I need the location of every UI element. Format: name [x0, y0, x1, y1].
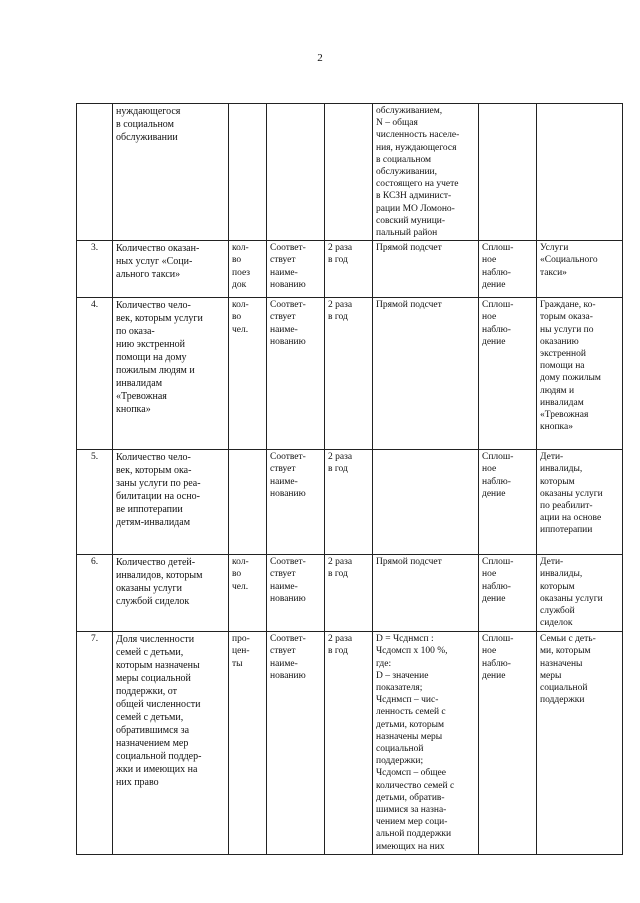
indicator-table: [76, 103, 623, 855]
observation-subject-cell: Дети- инвалиды, которым оказаны услуги службой сиделок: [537, 555, 623, 632]
unit-of-measure-cell: кол- во чел.: [229, 555, 267, 632]
table-row: [77, 241, 623, 298]
observation-subject-cell: Дети- инвалиды, которым оказаны услуги по реабилит- ации на основе иппотерапии: [537, 450, 623, 555]
periodicity-cell: 2 раза в год: [325, 298, 373, 450]
collection-method-cell: Сплош- ное наблю- дение: [479, 555, 537, 632]
periodicity-cell: [325, 104, 373, 241]
periodicity-cell: 2 раза в год: [325, 241, 373, 298]
unit-of-measure-cell: [229, 450, 267, 555]
indicator-name-cell: Количество оказан- ных услуг «Соци- ального такси»: [113, 241, 229, 298]
indicator-name-cell: Доля численности семей с детьми, которым назначены меры социальной поддержки, от общей численности семей с детьми, обратившимся за назначением мер социальной поддер- жки и имеющих на них право: [113, 632, 229, 855]
row-number-cell: 3.: [77, 241, 113, 298]
indicator-name-cell: Количество чело- век, которым ока- заны услуги по реа- билитации на осно- ве иппотерапии детям-инвалидам: [113, 450, 229, 555]
collection-method-cell: Сплош- ное наблю- дение: [479, 241, 537, 298]
page-number: 2: [317, 52, 323, 64]
unit-of-measure-cell: кол- во поез док: [229, 241, 267, 298]
indicator-name-cell: Количество чело- век, которым услуги по оказа- нию экстренной помощи на дому пожилым людям и инвалидам «Тревожная кнопка»: [113, 298, 229, 450]
calculation-method-cell: Прямой подсчет: [373, 555, 479, 632]
row-number-cell: [77, 104, 113, 241]
periodicity-cell: 2 раза в год: [325, 555, 373, 632]
table-row: [77, 632, 623, 855]
table-row: [77, 555, 623, 632]
indicator-definition-cell: Соответ- ствует наиме- нованию: [267, 450, 325, 555]
indicator-definition-cell: Соответ- ствует наиме- нованию: [267, 241, 325, 298]
row-number-cell: 7.: [77, 632, 113, 855]
unit-of-measure-cell: [229, 104, 267, 241]
calculation-method-cell: Прямой подсчет: [373, 298, 479, 450]
calculation-method-cell: Прямой подсчет: [373, 241, 479, 298]
collection-method-cell: Сплош- ное наблю- дение: [479, 298, 537, 450]
indicator-name-cell: нуждающегося в социальном обслуживании: [113, 104, 229, 241]
indicator-name-cell: Количество детей- инвалидов, которым оказаны услуги службой сиделок: [113, 555, 229, 632]
calculation-method-cell: обслуживанием, N – общая численность населе- ния, нуждающегося в социальном обслуживании, состоящего на учете в КСЗН админист- рации МО Ломоно- совский муници- пальный район: [373, 104, 479, 241]
observation-subject-cell: Граждане, ко- торым оказа- ны услуги по оказанию экстренной помощи на дому пожилым людям и инвалидам «Тревожная кнопка»: [537, 298, 623, 450]
collection-method-cell: Сплош- ное наблю- дение: [479, 450, 537, 555]
periodicity-cell: 2 раза в год: [325, 632, 373, 855]
row-number-cell: 4.: [77, 298, 113, 450]
indicator-definition-cell: Соответ- ствует наиме- нованию: [267, 298, 325, 450]
indicator-definition-cell: Соответ- ствует наиме- нованию: [267, 555, 325, 632]
unit-of-measure-cell: кол- во чел.: [229, 298, 267, 450]
row-number-cell: 6.: [77, 555, 113, 632]
observation-subject-cell: Семьи с деть- ми, которым назначены меры социальной поддержки: [537, 632, 623, 855]
calculation-method-cell: D = Чсднмсп : Чсдомсп х 100 %, где: D – значение показателя; Чсднмсп – чис- ленность семей с детьми, которым назначены меры социальной поддержки; Чсдомсп – общее количество семей с детьми, обратив- шимися за назна- чением мер соци- альной поддержки имеющих на них: [373, 632, 479, 855]
row-number-cell: 5.: [77, 450, 113, 555]
table-row: [77, 104, 623, 241]
observation-subject-cell: [537, 104, 623, 241]
indicator-definition-cell: Соответ- ствует наиме- нованию: [267, 632, 325, 855]
observation-subject-cell: Услуги «Социального такси»: [537, 241, 623, 298]
indicator-definition-cell: [267, 104, 325, 241]
periodicity-cell: 2 раза в год: [325, 450, 373, 555]
unit-of-measure-cell: про- цен- ты: [229, 632, 267, 855]
collection-method-cell: Сплош- ное наблю- дение: [479, 632, 537, 855]
table-row: [77, 450, 623, 555]
calculation-method-cell: [373, 450, 479, 555]
table-row: [77, 298, 623, 450]
collection-method-cell: [479, 104, 537, 241]
